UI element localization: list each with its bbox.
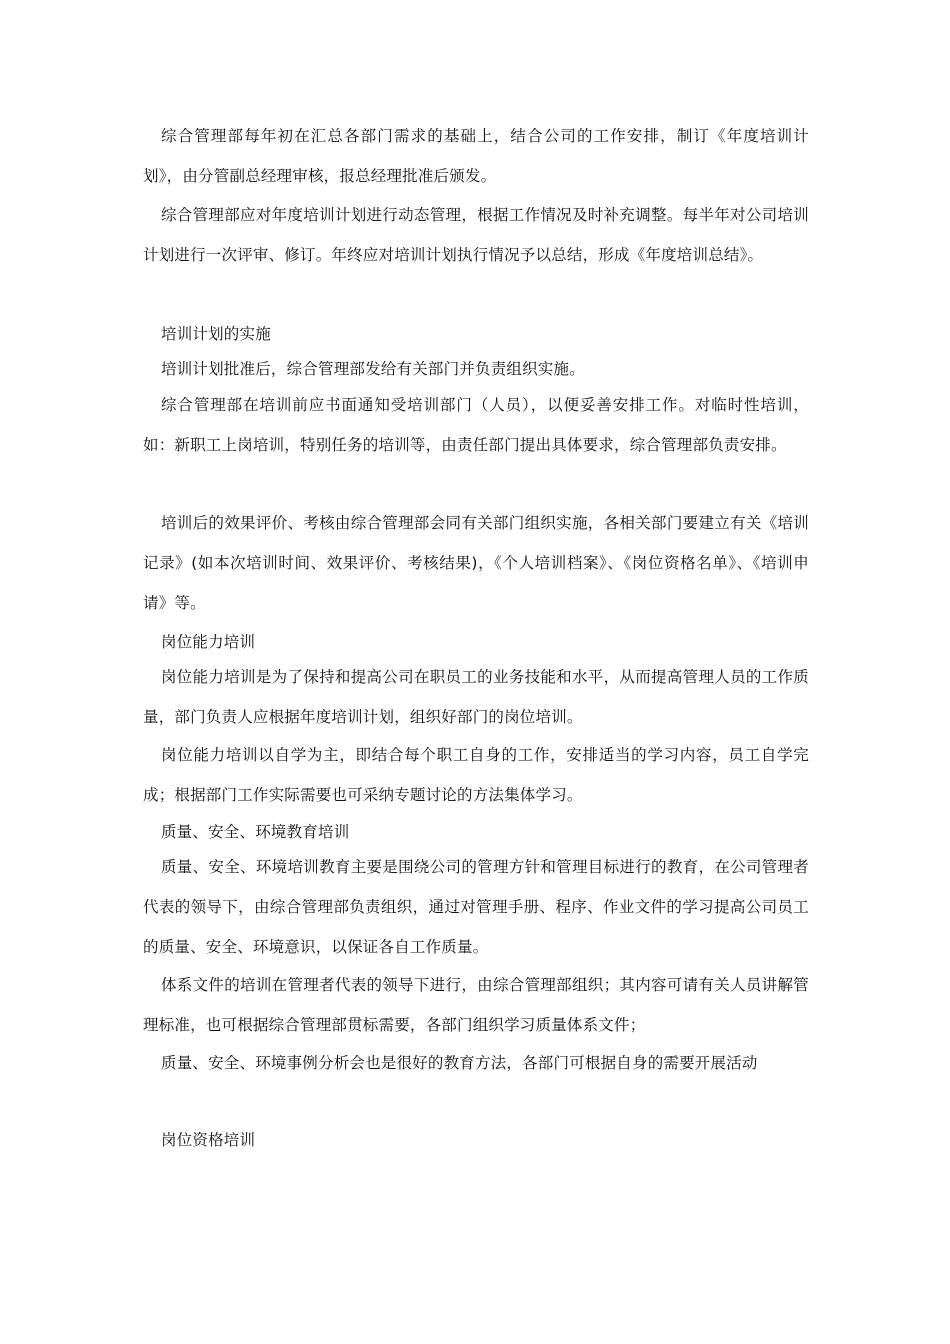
paragraph-qse-education: 质量、安全、环境培训教育主要是围绕公司的管理方针和管理目标进行的教育，在公司管理者代表的领导下，由综合管理部负责组织，通过对管理手册、程序、作业文件的学习提高公司员工的质量、安全、环境意识，以保证各自工作质量。 <box>143 858 809 956</box>
heading-qse-training: 质量、安全、环境教育培训 <box>161 823 350 841</box>
paragraph-training-notice: 综合管理部在培训前应书面通知受培训部门（人员），以便妥善安排工作。对临时性培训，如：新职工上岗培训，特别任务的培训等，由责任部门提出具体要求，综合管理部负责安排。 <box>143 396 809 454</box>
paragraph-self-study: 岗位能力培训以自学为主，即结合每个职工自身的工作，安排适当的学习内容，员工自学完成；根据部门工作实际需要也可采纳专题讨论的方法集体学习。 <box>143 746 809 804</box>
heading-plan-implementation: 培训计划的实施 <box>161 325 271 343</box>
paragraph-plan-approval: 培训计划批准后，综合管理部发给有关部门并负责组织实施。 <box>161 360 585 378</box>
heading-competency-training: 岗位能力培训 <box>161 633 256 651</box>
paragraph-plan-management: 综合管理部应对年度培训计划进行动态管理，根据工作情况及时补充调整。每半年对公司培训计划进行一次评审、修订。年终应对培训计划执行情况予以总结，形成《年度培训总结》。 <box>143 206 809 264</box>
paragraph-annual-plan: 综合管理部每年初在汇总各部门需求的基础上，结合公司的工作安排，制订《年度培训计划》，由分管副总经理审核，报总经理批准后颁发。 <box>143 127 809 185</box>
paragraph-competency-purpose: 岗位能力培训是为了保持和提高公司在职员工的业务技能和水平，从而提高管理人员的工作质量，部门负责人应根据年度培训计划，组织好部门的岗位培训。 <box>143 668 809 726</box>
heading-qualification-training: 岗位资格培训 <box>161 1131 256 1149</box>
paragraph-case-analysis: 质量、安全、环境事例分析会也是很好的教育方法，各部门可根据自身的需要开展活动 <box>161 1054 758 1072</box>
paragraph-evaluation: 培训后的效果评价、考核由综合管理部会同有关部门组织实施，各相关部门要建立有关《培训记录》(如本次培训时间、效果评价、考核结果)，《个人培训档案》、《岗位资格名单》、《培训申请》等。 <box>143 514 809 612</box>
paragraph-system-documents: 体系文件的培训在管理者代表的领导下进行，由综合管理部组织；其内容可请有关人员讲解管理标准，也可根据综合管理部贯标需要，各部门组织学习质量体系文件； <box>143 976 809 1034</box>
